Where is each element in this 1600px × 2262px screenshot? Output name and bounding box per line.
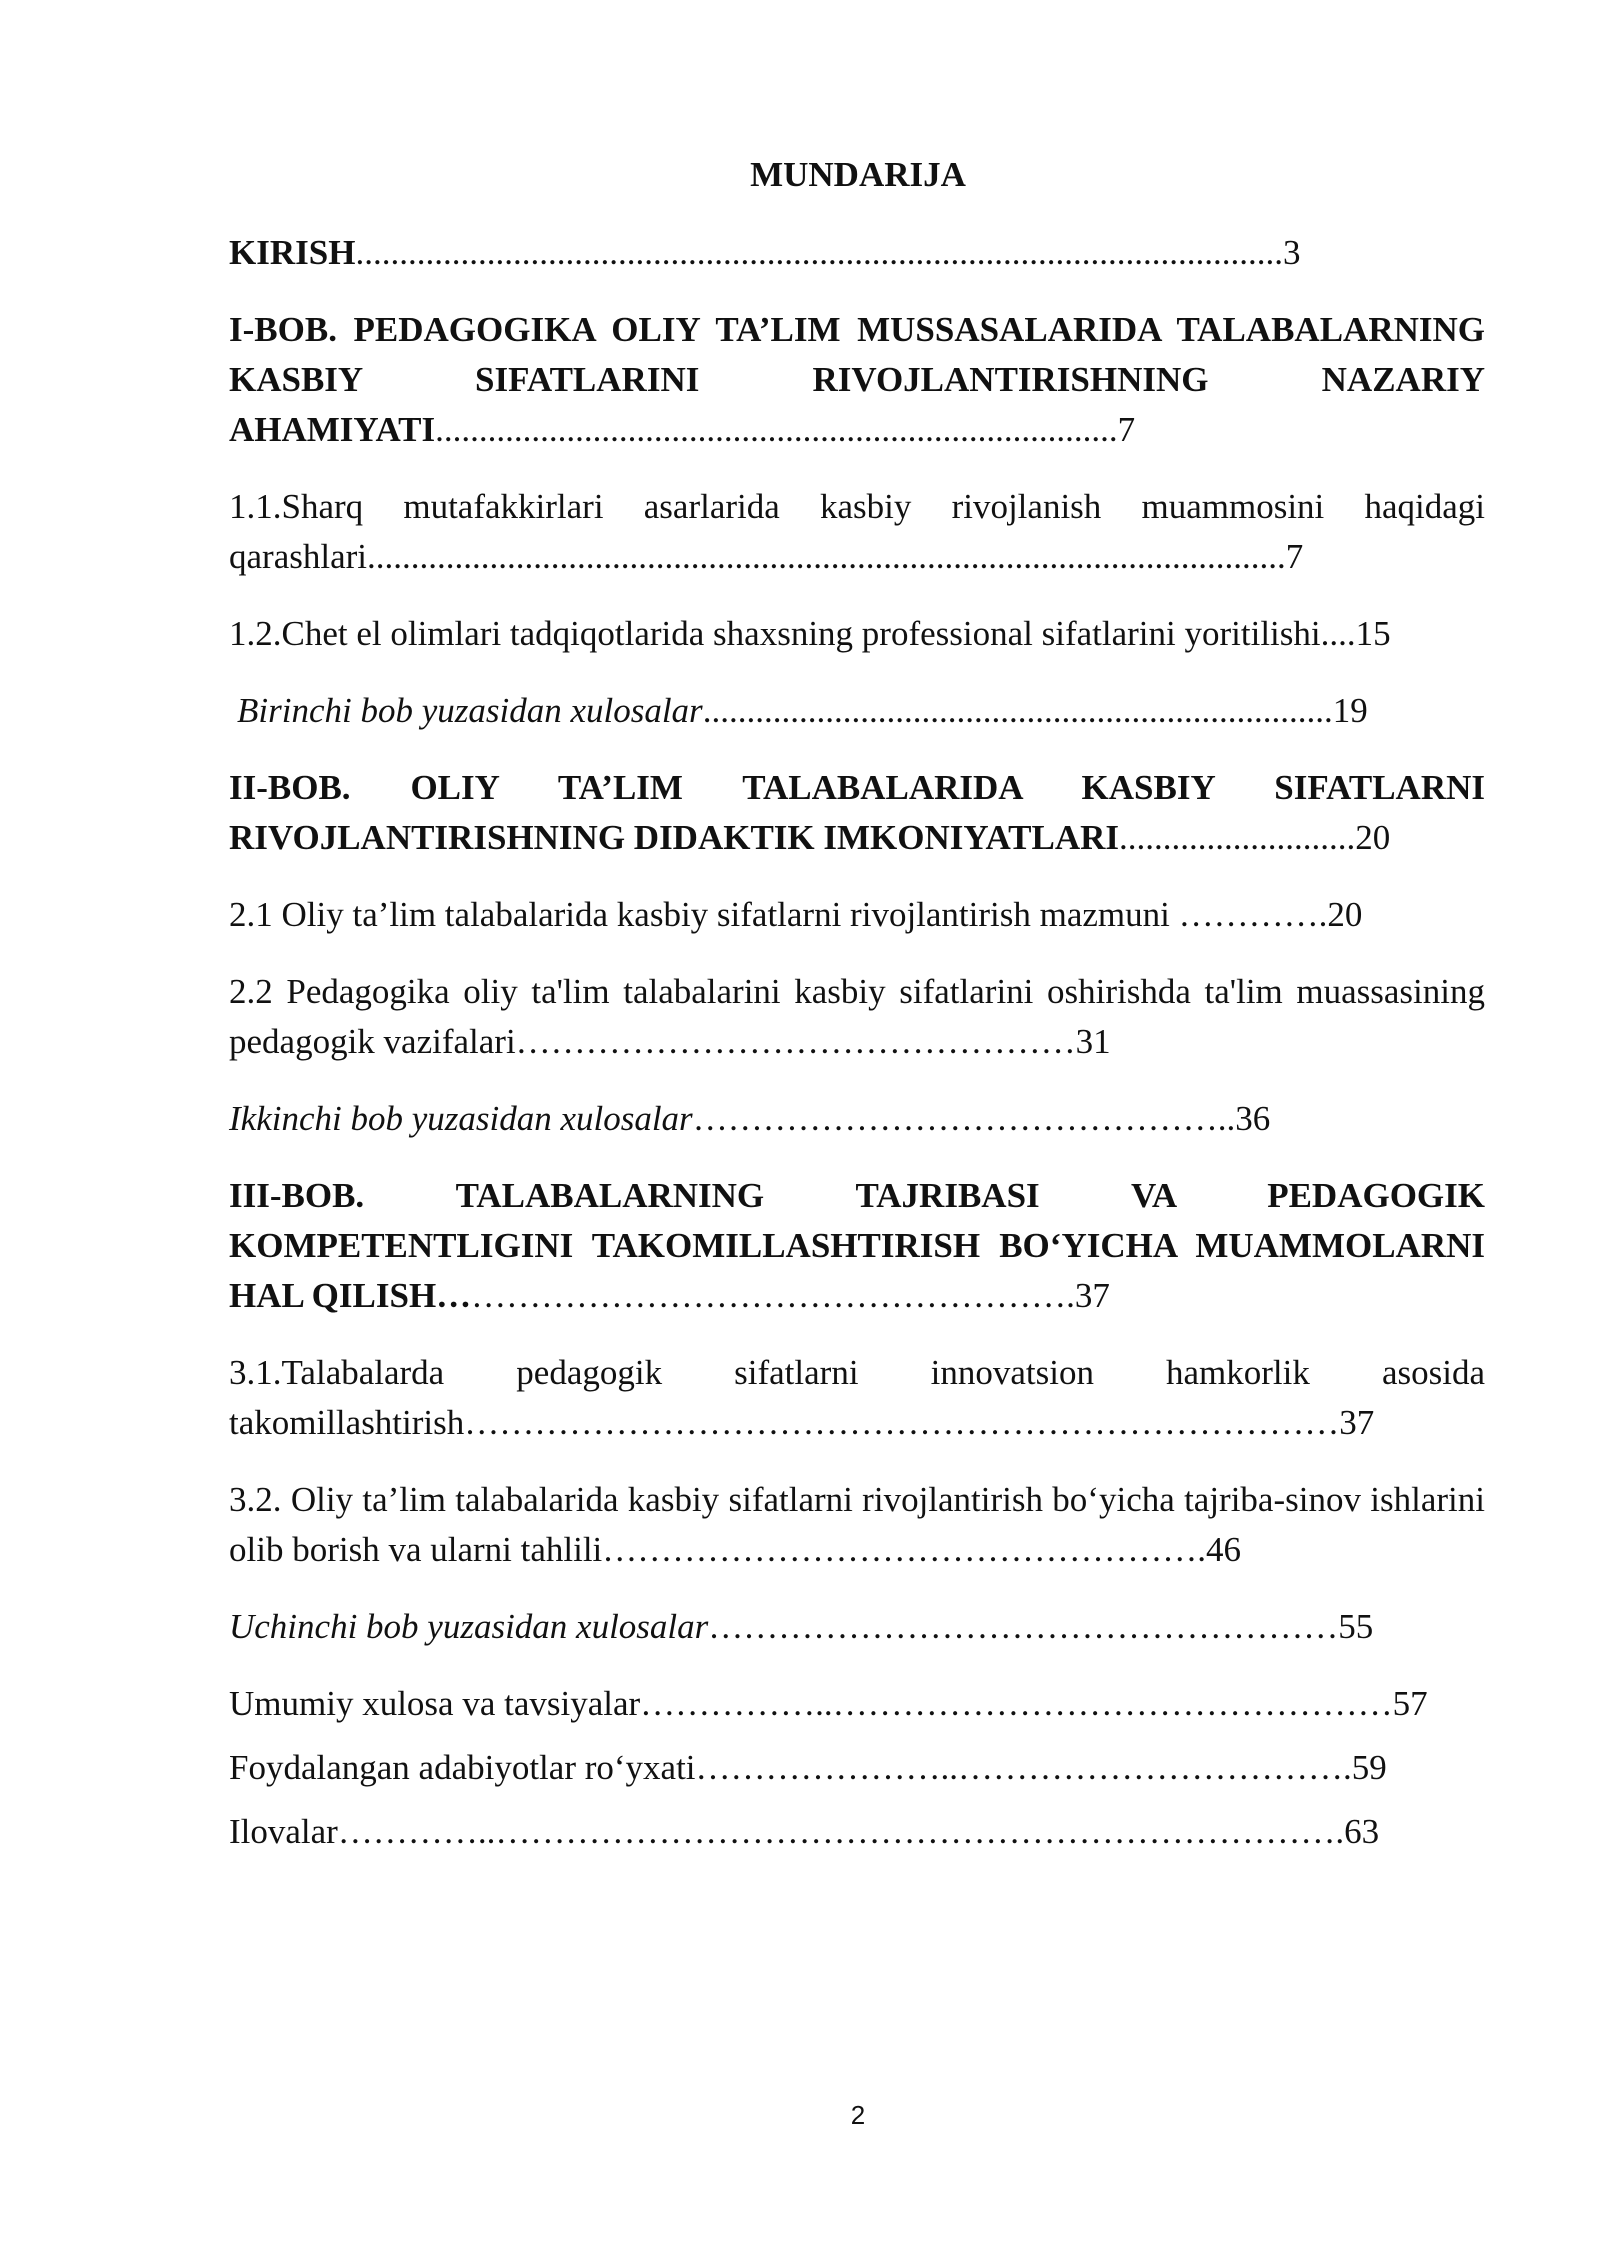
toc-entry-text: 2.2 Pedagogika oliy ta'lim talabalarini kasbiy sifatlarini oshirishda ta'lim muassasining pedagogik vazifalari…………………………………………31 [229, 972, 1485, 1061]
page-number: 2 [850, 2100, 866, 2130]
toc-entry-appendices[interactable] [229, 1807, 1485, 1857]
toc-entry-leader: ........................................................................19 [702, 691, 1368, 730]
toc-entry-heading: Uchinchi bob yuzasidan xulosalar [229, 1607, 709, 1646]
toc-entry-leader: ………………………………………..36 [692, 1099, 1271, 1138]
toc-entry-heading: III-BOB. TALABALARNING TAJRIBASI VA PEDAGOGIK KOMPETENTLIGINI TAKOMILLASHTIRISH BO‘YICHA MUAMMOLARNI HAL QILISH… [229, 1176, 1485, 1315]
toc-entry-chapter-3[interactable] [229, 1171, 1485, 1321]
toc-entry-conclusion-2[interactable] [229, 1094, 1485, 1144]
toc-entry-2-1[interactable] [229, 890, 1485, 940]
toc-entry-conclusion-3[interactable] [229, 1602, 1485, 1652]
toc-entry-references[interactable] [229, 1743, 1485, 1793]
toc-entry-heading: Birinchi bob yuzasidan xulosalar [237, 691, 703, 730]
toc-entry-chapter-1[interactable] [229, 305, 1485, 455]
toc-entry-text: Ilovalar…………..……………………………………………………………….63 [229, 1812, 1380, 1851]
toc-entry-text: Foydalangan adabiyotlar ro‘yxati…………………..…………………………….59 [229, 1748, 1387, 1787]
toc-entry-3-2[interactable] [229, 1475, 1485, 1575]
toc-entry-text: Umumiy xulosa va tavsiyalar……………..…………………………………………57 [229, 1684, 1428, 1723]
toc-entry-leader: …………………………………………….37 [471, 1276, 1110, 1315]
toc-entry-heading: I-BOB. PEDAGOGIKA OLIY TA’LIM MUSSASALARIDA TALABALARNING KASBIY SIFATLARINI RIVOJLANTIRISHNING NAZARIY AHAMIYATI [229, 310, 1485, 449]
toc-entry-kirish[interactable] [229, 228, 1485, 278]
table-of-contents [229, 228, 1485, 1871]
toc-entry-leader: ...........................20 [1119, 818, 1391, 857]
toc-entry-1-2[interactable] [229, 609, 1485, 659]
toc-entry-text: 3.2. Oliy ta’lim talabalarida kasbiy sifatlarni rivojlantirish bo‘yicha tajriba-sinov ishlarini olib borish va ularni tahlili…………………………………………….46 [229, 1480, 1485, 1569]
toc-entry-heading: Ikkinchi bob yuzasidan xulosalar [229, 1099, 693, 1138]
toc-entry-leader: ..............................................................................7 [435, 410, 1136, 449]
toc-entry-leader: ………………………………………………55 [708, 1607, 1374, 1646]
toc-entry-text: 1.2.Chet el olimlari tadqiqotlarida shaxsning professional sifatlarini yoritilishi....15 [229, 614, 1391, 653]
toc-entry-text: 1.1.Sharq mutafakkirlari asarlarida kasbiy rivojlanish muammosini haqidagi qarashlari.........................................................................................................7 [229, 487, 1485, 576]
toc-entry-text: 3.1.Talabalarda pedagogik sifatlarni innovatsion hamkorlik asosida takomillashtirish…………………………………………………………………37 [229, 1353, 1485, 1442]
toc-entry-heading: KIRISH [229, 233, 356, 272]
toc-entry-summary[interactable] [229, 1679, 1485, 1729]
toc-entry-2-2[interactable] [229, 967, 1485, 1067]
toc-entry-conclusion-1[interactable] [229, 686, 1485, 736]
toc-entry-chapter-2[interactable] [229, 763, 1485, 863]
toc-entry-3-1[interactable] [229, 1348, 1485, 1448]
toc-entry-text: 2.1 Oliy ta’lim talabalarida kasbiy sifatlarni rivojlantirish mazmuni ………….20 [229, 895, 1363, 934]
toc-entry-heading: II-BOB. OLIY TA’LIM TALABALARIDA KASBIY SIFATLARNI RIVOJLANTIRISHNING DIDAKTIK IMKONIYATLARI [229, 768, 1485, 857]
page-title: MUNDARIJA [750, 155, 966, 194]
toc-entry-leader: ..........................................................................................................3 [355, 233, 1301, 272]
toc-entry-1-1[interactable] [229, 482, 1485, 582]
